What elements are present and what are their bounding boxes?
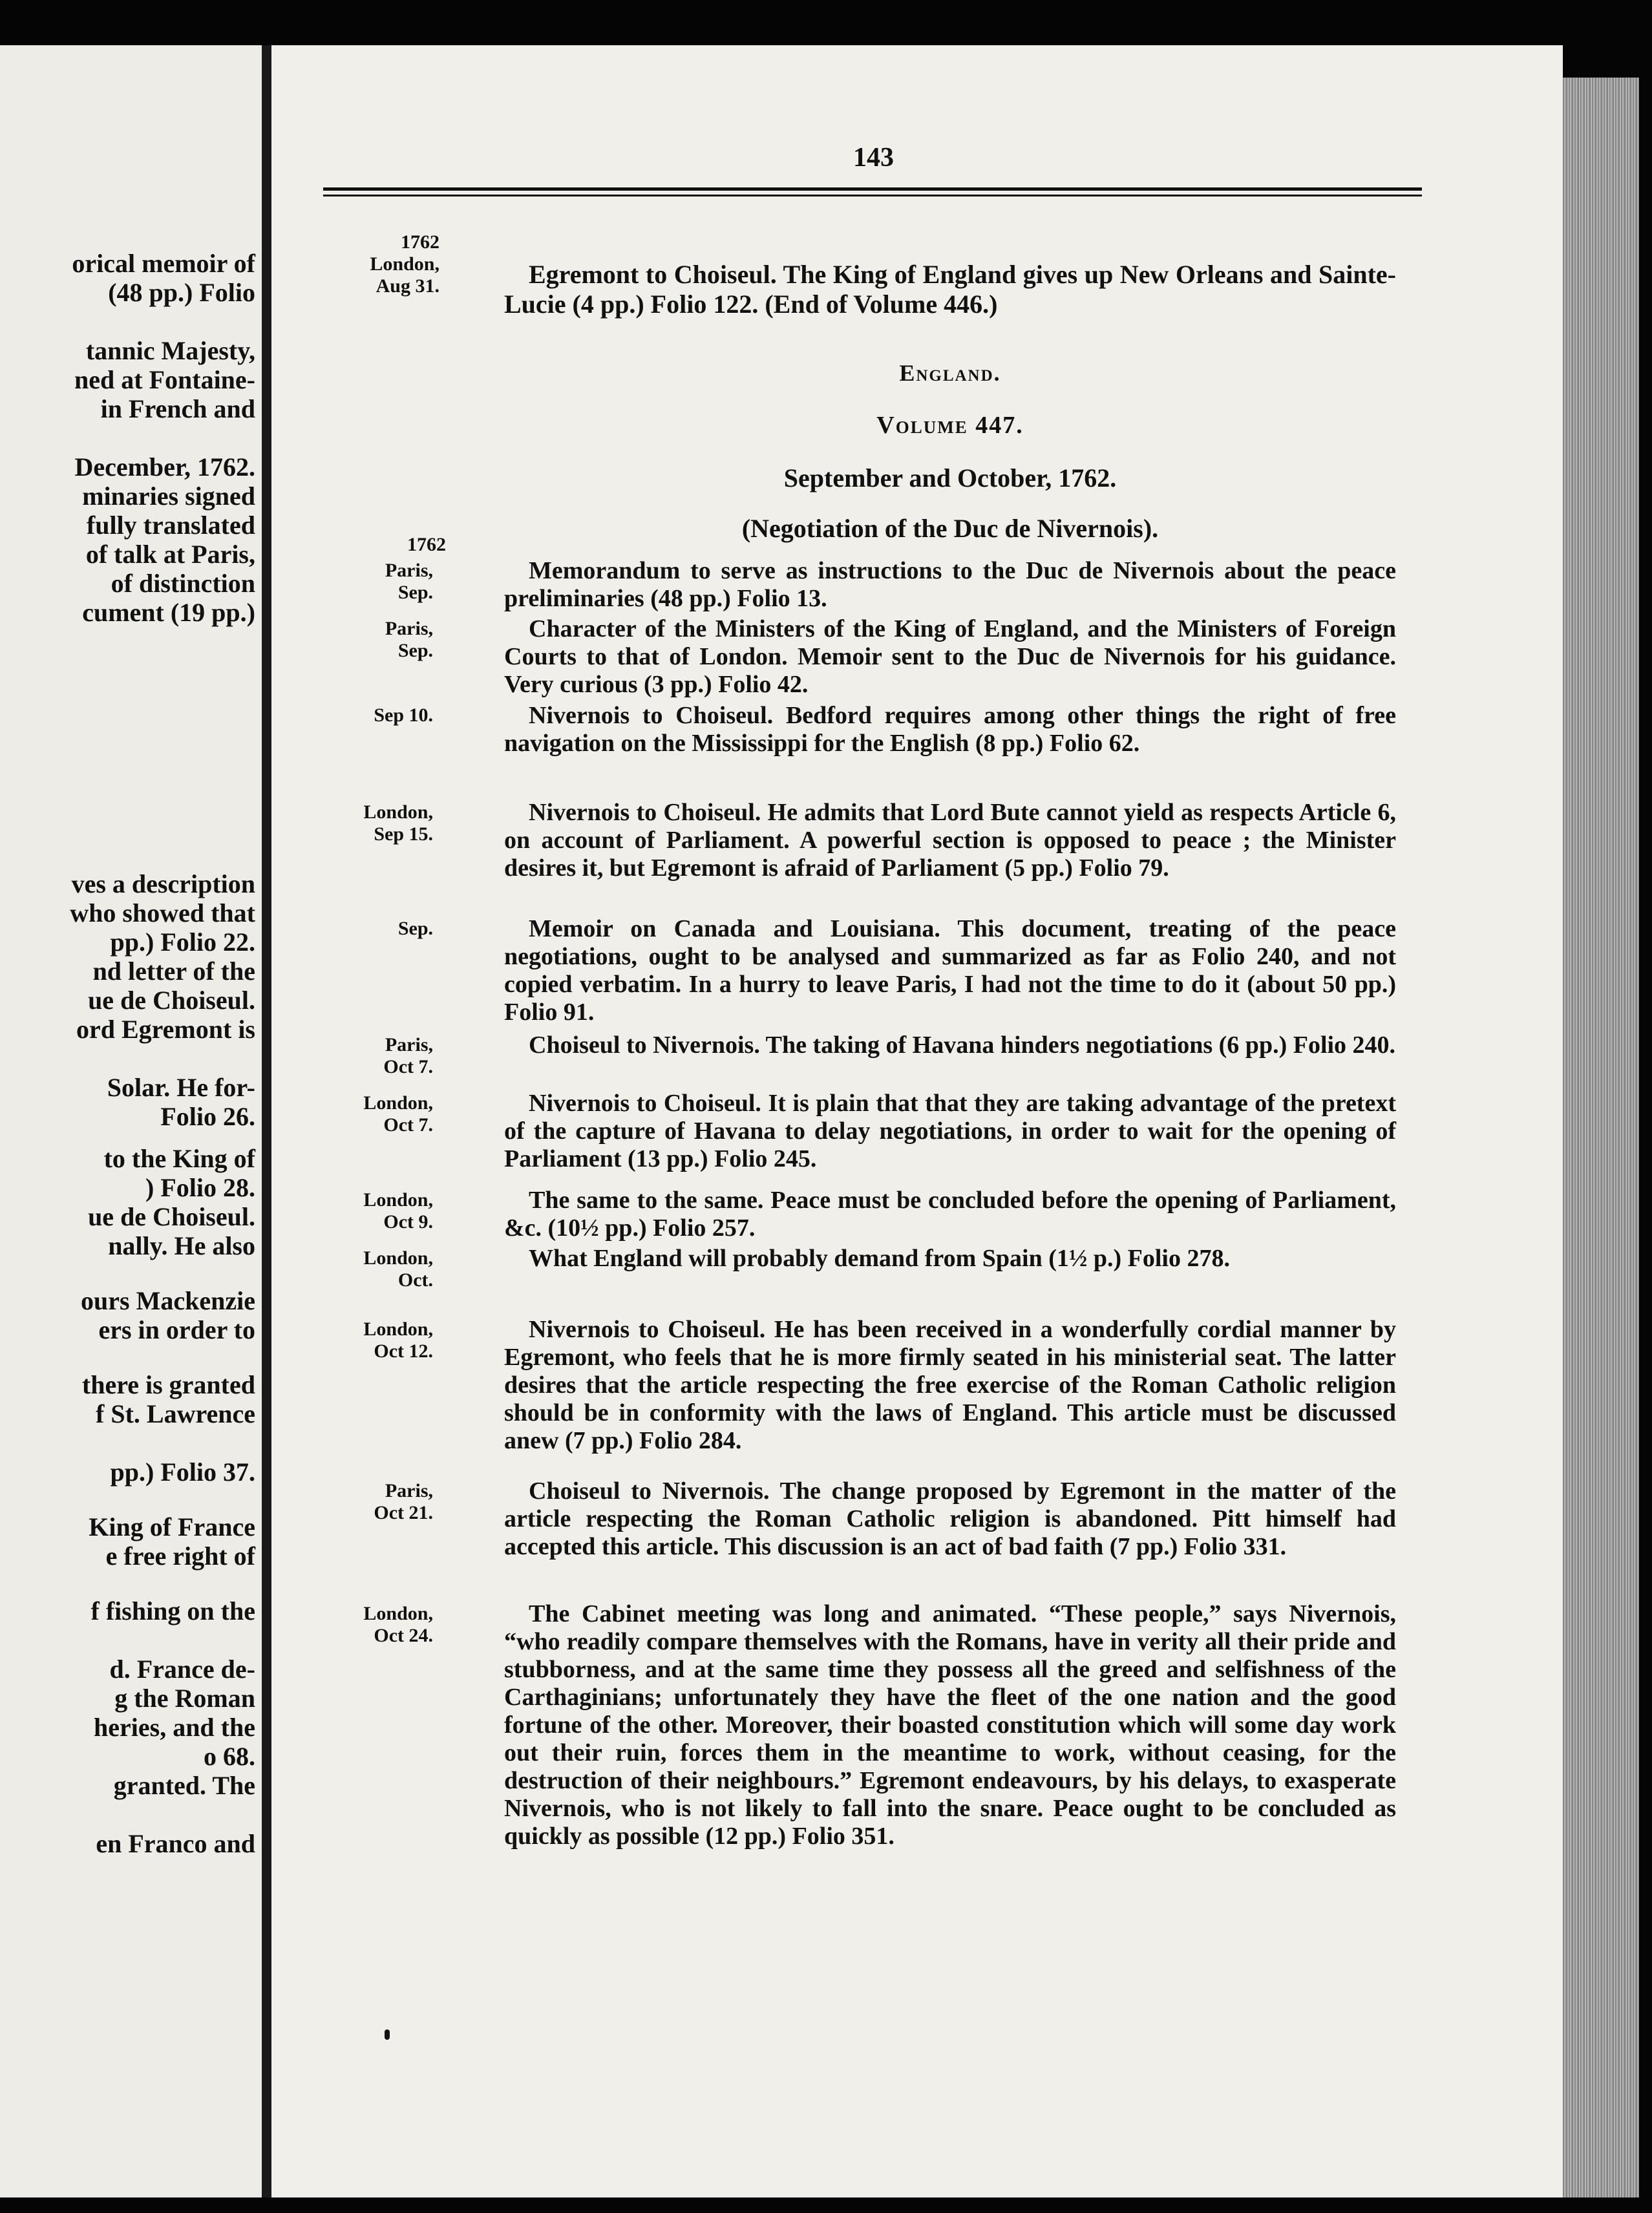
entry-margin-line: London, <box>363 1189 433 1211</box>
entry-margin-line: Paris, <box>385 1034 433 1055</box>
entry-text: Memorandum to serve as instructions to the Duc de Nivernois about the peace preliminaries (48 pp.) Folio 13. <box>504 557 1396 612</box>
entry-margin-line: Sep 10. <box>374 704 433 726</box>
entry-margin <box>304 618 433 662</box>
entry-text: The Cabinet meeting was long and animated. “These people,” says Nivernois, “who readily compare themselves with the Romans, have in verity all their pride and stubborness, and at the same time they possess all the greed and selfishness of the Carthaginians; unfortunately they have the fleet of the one nation and the good fortune of the other. Moreover, their boasted constitution which will some day work out their ruin, forces them in the meantime to work, without ceasing, for the destruction of their neighbours.” Egremont endeavours, by his delays, to exasperate Nivernois, who is not likely to fall into the snare. Peace ought to be concluded as quickly as possible (12 pp.) Folio 351. <box>504 1600 1396 1850</box>
negotiation-heading: (Negotiation of the Duc de Nivernois). <box>741 514 1159 543</box>
left-page-fragment: December, 1762. <box>74 452 255 482</box>
entry-text: The same to the same. Peace must be concluded before the opening of Parliament, &c. (10½ pp.) Folio 257. <box>504 1187 1396 1242</box>
second-margin-year: 1762 <box>407 534 446 555</box>
left-page-fragment: ) Folio 28. <box>145 1173 255 1202</box>
entry-margin <box>304 1247 433 1291</box>
left-page-fragment: ue de Choiseul. <box>88 1202 255 1231</box>
entry-text: Nivernois to Choiseul. He has been received in a wonderfully cordial manner by Egremont, who feels that he is more firmly seated in his ministerial seat. The latter desires that the article respecting the free exercise of the Roman Catholic religion should be in conformity with the laws of England. This article must be discussed anew (7 pp.) Folio 284. <box>504 1316 1396 1454</box>
left-page-fragment: Solar. He for- <box>107 1073 255 1102</box>
left-page-fragment: pp.) Folio 22. <box>110 927 255 957</box>
entry-margin <box>304 918 433 940</box>
left-page-fragment: g the Roman <box>114 1684 255 1713</box>
left-page-fragment: ves a description <box>71 869 255 898</box>
left-page-fragment: ue de Choiseul. <box>88 986 255 1015</box>
left-page-fragment: d. France de- <box>109 1655 255 1684</box>
left-page-fragment: granted. The <box>113 1771 255 1800</box>
margin-year: 1762 <box>401 231 439 253</box>
entry-margin <box>304 1318 433 1362</box>
page-number: 143 <box>853 143 894 173</box>
entry-margin-line: London, <box>363 1092 433 1114</box>
margin-date: Aug 31. <box>376 275 439 297</box>
left-page-fragment: King of France <box>89 1512 255 1541</box>
section-heading: England. <box>899 360 1001 386</box>
left-page-fragment: there is granted <box>81 1370 255 1399</box>
left-page-fragment: orical memoir of <box>72 249 255 278</box>
left-page-fragment: minaries signed <box>82 482 255 511</box>
entry-margin-line: Oct. <box>397 1269 433 1291</box>
entry-margin-line: Oct 9. <box>383 1211 433 1233</box>
date-heading: September and October, 1762. <box>783 463 1117 492</box>
first-entry-text: Egremont to Choiseul. The King of England gives up New Orleans and Sainte-Lucie (4 pp.) Folio 122. (End of Volume 446.) <box>504 260 1396 319</box>
entry-margin-line: Sep. <box>397 582 433 603</box>
left-page-fragment: to the King of <box>103 1144 255 1173</box>
left-page-fragment: f fishing on the <box>90 1596 255 1625</box>
left-page-fragment: nd letter of the <box>92 957 255 986</box>
left-page-fragment: of talk at Paris, <box>85 540 255 569</box>
page-edges <box>1563 78 1639 2197</box>
entry-margin-line: London, <box>363 1318 433 1340</box>
entry-text: Nivernois to Choiseul. He admits that Lord Bute cannot yield as respects Article 6, on account of Parliament. A powerful section is opposed to peace ; the Minister desires it, but Egremont is afraid of Parliament (5 pp.) Folio 79. <box>504 799 1396 882</box>
entry-margin-line: Paris, <box>385 560 433 581</box>
entry-margin <box>304 704 433 726</box>
left-page-fragment: tannic Majesty, <box>85 336 255 365</box>
left-page-fragment: nally. He also <box>108 1231 255 1260</box>
entry-margin-line: Oct 7. <box>383 1114 433 1136</box>
entry-margin-line: Oct 21. <box>374 1502 433 1523</box>
left-page-fragment: pp.) Folio 37. <box>110 1457 255 1487</box>
left-page-fragment: f St. Lawrence <box>96 1399 255 1428</box>
first-entry-margin <box>310 231 439 297</box>
left-page <box>0 45 264 2197</box>
left-page-fragment: (48 pp.) Folio <box>108 278 255 307</box>
entry-margin-line: Paris, <box>385 618 433 639</box>
entry-text: Nivernois to Choiseul. It is plain that that they are taking advantage of the pretext of the capture of Havana to delay negotiations, in order to wait for the opening of Parliament (13 pp.) Folio 245. <box>504 1090 1396 1172</box>
entry-text: Choiseul to Nivernois. The change proposed by Egremont in the matter of the article respecting the Roman Catholic religion is abandoned. Pitt himself had accepted this article. This discussion is an act of bad faith (7 pp.) Folio 331. <box>504 1477 1396 1560</box>
entry-text: Character of the Ministers of the King of England, and the Ministers of Foreign Courts to that of London. Memoir sent to the Duc de Nivernois for his guidance. Very curious (3 pp.) Folio 42. <box>504 615 1396 698</box>
entry-margin-line: Oct 12. <box>374 1340 433 1362</box>
left-page-fragment: fully translated <box>86 511 255 540</box>
volume-heading: Volume 447. <box>876 412 1024 439</box>
left-page-fragment: en Franco and <box>96 1829 255 1858</box>
book-gutter <box>262 45 271 2197</box>
entry-margin-line: Oct 7. <box>383 1056 433 1077</box>
left-page-fragment: cument (19 pp.) <box>82 598 255 627</box>
left-page-fragment: in French and <box>100 394 255 423</box>
left-page-fragment: heries, and the <box>94 1713 255 1742</box>
left-page-fragment: ord Egremont is <box>76 1015 255 1044</box>
entry-margin <box>304 560 433 604</box>
left-page-fragment: of distinction <box>111 569 255 598</box>
left-page-fragment: e free right of <box>105 1541 255 1571</box>
entry-text: What England will probably demand from Spain (1½ p.) Folio 278. <box>529 1245 1230 1272</box>
entry-margin-line: London, <box>363 1603 433 1624</box>
left-page-fragment: ned at Fontaine- <box>74 365 255 394</box>
entry-margin <box>304 801 433 845</box>
header-rule <box>323 187 1422 196</box>
entry-text: Memoir on Canada and Louisiana. This document, treating of the peace negotiations, ought to be analysed and summarized as far as Folio 240, and not copied verbatim. In a hurry to leave Paris, I had not the time to do it (about 50 pp.) Folio 91. <box>504 915 1396 1026</box>
entry-margin <box>304 1189 433 1233</box>
left-page-fragment: who showed that <box>70 898 255 927</box>
left-page-fragment: Folio 26. <box>160 1102 255 1131</box>
left-page-fragment: ours Mackenzie <box>81 1286 255 1315</box>
entry-margin-line: Sep. <box>397 918 433 939</box>
entry-margin-line: Oct 24. <box>374 1625 433 1646</box>
entry-text: Nivernois to Choiseul. Bedford requires among other things the right of free navigation on the Mississippi for the English (8 pp.) Folio 62. <box>504 702 1396 757</box>
entry-margin-line: Sep 15. <box>374 823 433 845</box>
entry-margin <box>304 1034 433 1078</box>
entry-margin <box>304 1603 433 1647</box>
left-page-fragment: ers in order to <box>98 1315 255 1344</box>
ink-mark <box>385 2029 390 2040</box>
entry-margin <box>304 1480 433 1524</box>
left-page-fragment: o 68. <box>204 1742 255 1771</box>
entry-margin-line: Paris, <box>385 1480 433 1501</box>
entry-margin-line: Sep. <box>397 640 433 661</box>
entry-margin-line: London, <box>363 801 433 823</box>
entry-text: Choiseul to Nivernois. The taking of Havana hinders negotiations (6 pp.) Folio 240. <box>529 1032 1396 1059</box>
entry-margin <box>304 1092 433 1136</box>
margin-place: London, <box>370 253 439 275</box>
entry-margin-line: London, <box>363 1247 433 1269</box>
